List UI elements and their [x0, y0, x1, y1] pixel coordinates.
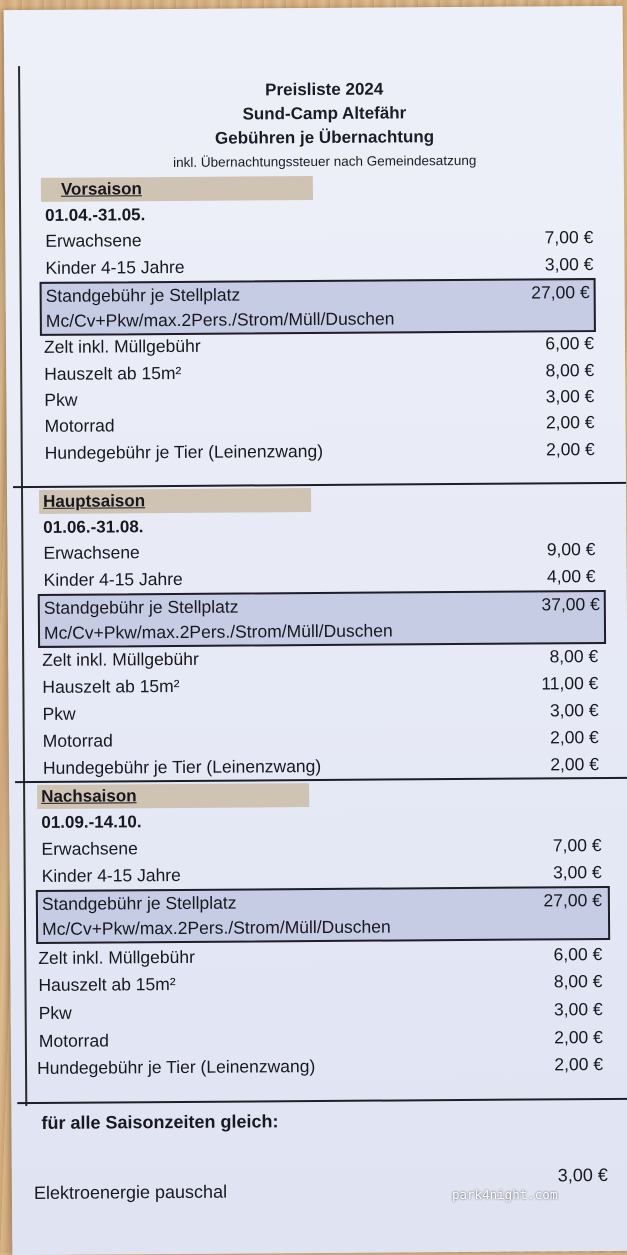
price-row: Hundegebühr je Tier (Leinenzwang) 2,00 € — [36, 1054, 604, 1078]
divider — [17, 1098, 627, 1104]
price-row: Hauszelt ab 15m² 8,00 € — [44, 360, 595, 384]
divider — [13, 482, 626, 488]
price-row: Pkw 3,00 € — [38, 999, 603, 1023]
price-row: Kinder 4-15 Jahre 3,00 € — [41, 862, 602, 886]
price-row: Hundegebühr je Tier (Leinenzwang) 2,00 € — [42, 754, 600, 778]
title-line-3: Gebühren je Übernachtung — [214, 127, 435, 148]
pitch-fee-box: Standgebühr je Stellplatz Mc/Cv+Pkw/max.2Pers./Strom/Müll/Duschen 37,00 € — [38, 590, 606, 648]
price-row: Kinder 4-15 Jahre 3,00 € — [45, 254, 594, 278]
all-seasons-heading: für alle Saisonzeiten gleich: — [41, 1111, 279, 1133]
electricity-label: Elektroenergie pauschal — [33, 1181, 228, 1203]
title-line-1: Preisliste 2024 — [265, 79, 384, 100]
price-row: Erwachsene 7,00 € — [45, 227, 594, 251]
price-row: Erwachsene 7,00 € — [41, 835, 602, 859]
price-row: Zelt inkl. Müllgebühr 8,00 € — [42, 646, 599, 670]
tax-note: inkl. Übernachtungssteuer nach Gemeindesatzung — [173, 152, 477, 170]
season-dates: 01.09.-14.10. — [41, 812, 142, 832]
price-row: Motorrad 2,00 € — [42, 727, 599, 751]
season-heading: Vorsaison — [41, 176, 313, 202]
price-row: Zelt inkl. Müllgebühr 6,00 € — [38, 944, 603, 968]
season-heading: Nachsaison — [37, 783, 309, 809]
price-row: Motorrad 2,00 € — [38, 1027, 603, 1051]
price-row: Kinder 4-15 Jahre 4,00 € — [43, 566, 596, 590]
title-line-2: Sund-Camp Altefähr — [242, 103, 407, 124]
season-dates: 01.04.-31.05. — [45, 205, 146, 225]
price-row: Hauszelt ab 15m² 11,00 € — [42, 673, 599, 697]
price-row: Pkw 3,00 € — [44, 386, 595, 410]
price-list-sheet — [4, 6, 627, 1255]
price-row: Pkw 3,00 € — [42, 700, 599, 724]
price-row: Zelt inkl. Müllgebühr 6,00 € — [43, 333, 595, 357]
price-row: Hauszelt ab 15m² 8,00 € — [38, 971, 603, 995]
header — [114, 76, 535, 173]
watermark: park4night.com — [452, 1187, 558, 1202]
pitch-fee-box: Standgebühr je Stellplatz Mc/Cv+Pkw/max.2Pers./Strom/Müll/Duschen 27,00 € — [36, 886, 610, 944]
price-row: Erwachsene 9,00 € — [43, 539, 596, 563]
season-heading: Hauptsaison — [39, 488, 311, 514]
price-row: Hundegebühr je Tier (Leinenzwang) 2,00 € — [44, 439, 595, 463]
electricity-price: 3,00 € — [557, 1164, 608, 1186]
price-row: Motorrad 2,00 € — [44, 412, 595, 436]
season-dates: 01.06.-31.08. — [43, 517, 144, 537]
pitch-fee-box: Standgebühr je Stellplatz Mc/Cv+Pkw/max.2Pers./Strom/Müll/Duschen 27,00 € — [40, 278, 596, 336]
